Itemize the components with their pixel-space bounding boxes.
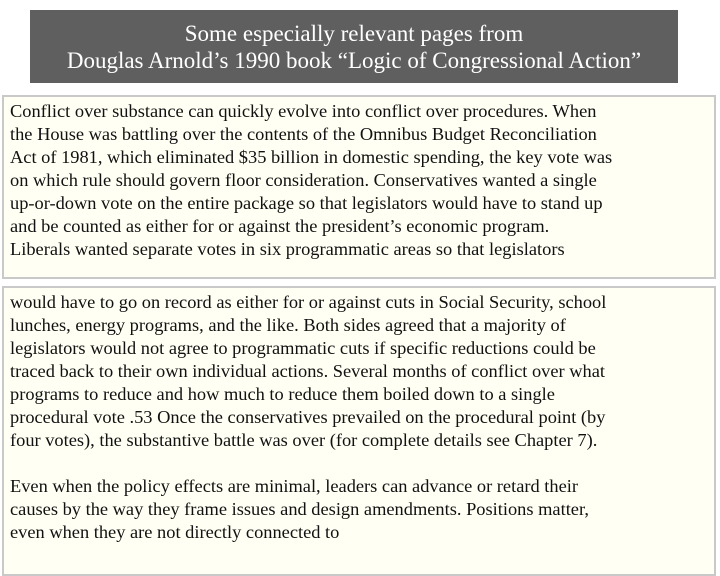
excerpt-2-line: causes by the way they frame issues and design amendments. Positions matter, (10, 499, 589, 519)
excerpt-2-line: traced back to their own individual actions. Several months of conflict over what (10, 361, 605, 381)
excerpt-1-line: on which rule should govern floor consideration. Conservatives wanted a single (10, 170, 597, 190)
title-banner (30, 10, 678, 83)
excerpt-1-line: and be counted as either for or against the president’s economic program. (10, 216, 550, 236)
excerpt-2-line: would have to go on record as either for or against cuts in Social Security, school (10, 292, 607, 312)
paragraph-gap (10, 452, 708, 475)
excerpt-1-line: Liberals wanted separate votes in six programmatic areas so that legislators (10, 239, 565, 259)
excerpt-1-line: up-or-down vote on the entire package so that legislators would have to stand up (10, 193, 603, 213)
excerpt-2-paragraph-1 (10, 291, 708, 452)
excerpt-2-line: Even when the policy effects are minimal, leaders can advance or retard their (10, 476, 578, 496)
excerpt-1-line: the House was battling over the contents of the Omnibus Budget Reconciliation (10, 124, 597, 144)
excerpt-1-line: Conflict over substance can quickly evolve into conflict over procedures. When (10, 101, 597, 121)
excerpt-2-line: legislators would not agree to programmatic cuts if specific reductions could be (10, 338, 596, 358)
excerpt-2-paragraph-2 (10, 475, 708, 544)
excerpt-box-1 (2, 95, 716, 279)
banner-title-line-2: Douglas Arnold’s 1990 book “Logic of Congressional Action” (66, 48, 642, 73)
excerpt-1-line: Act of 1981, which eliminated $35 billion in domestic spending, the key vote was (10, 147, 613, 167)
excerpt-2-line: procedural vote .53 Once the conservatives prevailed on the procedural point (by (10, 407, 606, 427)
excerpt-2-line: programs to reduce and how much to reduce them boiled down to a single (10, 384, 555, 404)
excerpt-2-line: even when they are not directly connected to (10, 522, 340, 542)
excerpt-2-line: four votes), the substantive battle was over (for complete details see Chapter 7). (10, 430, 598, 450)
banner-title-line-1: Some especially relevant pages from (184, 21, 524, 46)
excerpt-2-line: lunches, energy programs, and the like. Both sides agreed that a majority of (10, 315, 566, 335)
excerpt-box-2 (2, 286, 716, 576)
